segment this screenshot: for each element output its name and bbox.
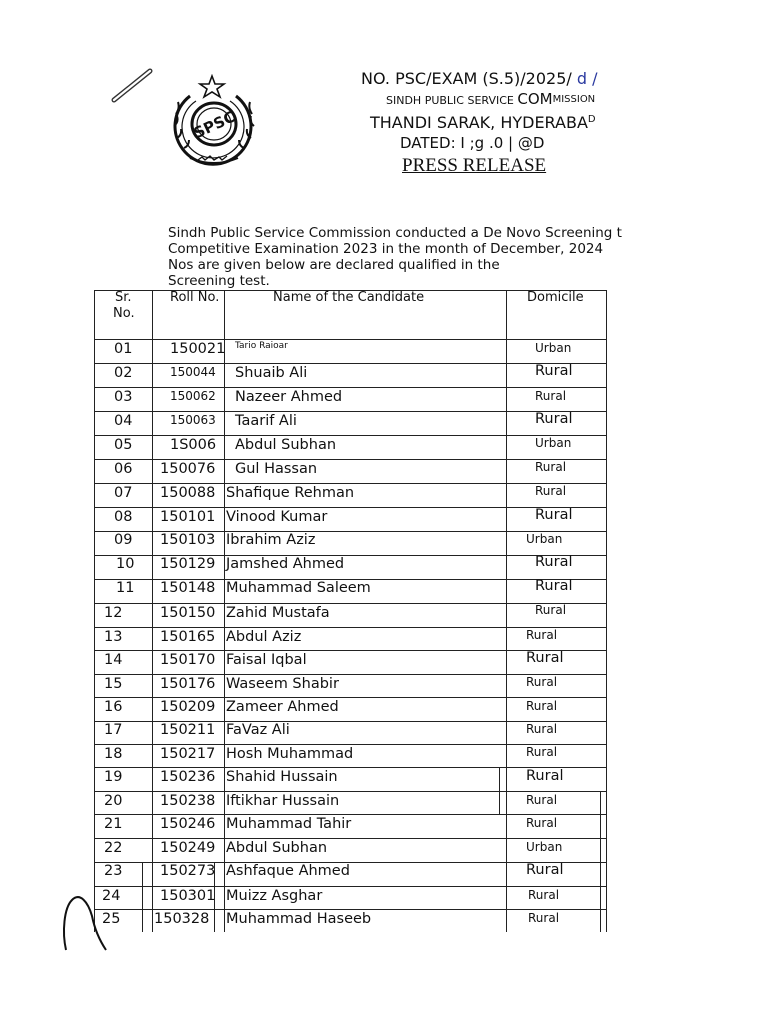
row-domicile: Rural [535, 411, 573, 427]
row-domicile: Urban [526, 532, 563, 546]
row-name: Tario Raioar [235, 341, 288, 351]
row-sr: 21 [104, 816, 123, 832]
row-sr: 12 [104, 605, 123, 621]
row-domicile: Rural [526, 816, 558, 830]
row-name: Hosh Muhammad [226, 746, 354, 762]
row-roll: 150328 [154, 911, 210, 927]
row-roll: 150176 [160, 676, 216, 692]
press-release-title: PRESS RELEASE [402, 155, 547, 176]
header-roll-no: Roll No. [170, 290, 220, 305]
row-sr: 10 [116, 556, 135, 572]
row-name: FaVaz Ali [226, 722, 290, 738]
row-roll: 150236 [160, 769, 216, 785]
row-name: Abdul Subhan [235, 437, 337, 453]
row-domicile: Urban [535, 341, 572, 355]
dated-label: DATED: [400, 134, 456, 152]
row-sr: 13 [104, 629, 123, 645]
row-domicile: Rural [535, 484, 567, 498]
row-domicile: Rural [535, 603, 567, 617]
row-domicile: Rural [526, 628, 558, 642]
row-roll: 150249 [160, 840, 216, 856]
row-roll: 150150 [160, 605, 216, 621]
row-name: Waseem Shabir [226, 676, 339, 692]
row-sr: 11 [116, 580, 135, 596]
row-domicile: Rural [526, 650, 564, 666]
row-domicile: Rural [535, 507, 573, 523]
reference-number-text: NO. PSC/EXAM (S.5)/2025/ [361, 69, 572, 88]
reference-handwritten: d / [576, 69, 598, 88]
row-name: Gul Hassan [235, 461, 318, 477]
row-sr: 15 [104, 676, 123, 692]
intro-line-3: Nos are given below are declared qualified in the [168, 257, 500, 273]
row-name: Shafique Rehman [226, 485, 355, 501]
row-sr: 03 [114, 389, 133, 405]
row-roll: 150211 [160, 722, 216, 738]
row-name: Taarif Ali [235, 413, 297, 429]
row-domicile: Rural [535, 460, 567, 474]
row-name: Abdul Subhan [226, 840, 328, 856]
row-domicile: Rural [528, 911, 560, 925]
row-name: Muizz Asghar [226, 888, 323, 904]
intro-line-4: Screening test. [168, 273, 270, 289]
row-roll: 150063 [170, 413, 216, 427]
row-domicile: Rural [535, 389, 567, 403]
row-domicile: Rural [526, 745, 558, 759]
row-roll: 150103 [160, 532, 216, 548]
svg-text:SPSC: SPSC [190, 107, 238, 143]
dated-line [400, 134, 544, 152]
commission-address [370, 113, 596, 132]
row-name: Iftikhar Hussain [226, 793, 340, 809]
row-roll: 150148 [160, 580, 216, 596]
commission-name-b: MISSION [552, 94, 596, 105]
results-table [94, 290, 607, 932]
row-sr: 22 [104, 840, 123, 856]
row-sr: 01 [114, 341, 133, 357]
row-domicile: Rural [526, 699, 558, 713]
row-domicile: Rural [526, 675, 558, 689]
signature-mark [58, 892, 114, 956]
row-sr: 16 [104, 699, 123, 715]
row-name: Muhammad Tahir [226, 816, 352, 832]
row-domicile: Rural [526, 722, 558, 736]
row-domicile: Rural [535, 578, 573, 594]
intro-line-2: Competitive Examination 2023 in the month of December, 2024 [168, 241, 604, 257]
row-roll: 150021 [170, 341, 226, 357]
row-domicile: Rural [535, 363, 573, 379]
commission-name-a: SINDH PUBLIC SERVICE [386, 94, 518, 107]
row-sr: 17 [104, 722, 123, 738]
row-name: Nazeer Ahmed [235, 389, 343, 405]
row-roll: 150273 [160, 863, 216, 879]
row-sr: 20 [104, 793, 123, 809]
commission-address-text: THANDI SARAK, HYDERABA [370, 113, 588, 132]
row-domicile: Rural [526, 862, 564, 878]
row-domicile: Rural [526, 768, 564, 784]
row-sr: 25 [102, 911, 121, 927]
row-sr: 24 [102, 888, 121, 904]
row-roll: 150217 [160, 746, 216, 762]
row-domicile: Urban [535, 436, 572, 450]
header-sr: Sr. [115, 290, 132, 305]
row-domicile: Rural [528, 888, 560, 902]
row-sr: 23 [104, 863, 123, 879]
row-sr: 14 [104, 652, 123, 668]
row-sr: 02 [114, 365, 133, 381]
row-roll: 150165 [160, 629, 216, 645]
row-roll: 150209 [160, 699, 216, 715]
row-name: Abdul Aziz [226, 629, 302, 645]
row-sr: 09 [114, 532, 133, 548]
row-domicile: Rural [535, 554, 573, 570]
row-name: Jamshed Ahmed [226, 556, 345, 572]
row-sr: 08 [114, 509, 133, 525]
intro-line-1: Sindh Public Service Commission conducted a De Novo Screening t [168, 225, 622, 241]
reference-number [361, 69, 598, 88]
header-sr-no: No. [113, 306, 135, 321]
row-roll: 150301 [160, 888, 216, 904]
row-sr: 04 [114, 413, 133, 429]
row-sr: 06 [114, 461, 133, 477]
row-roll: 150076 [160, 461, 216, 477]
header-domicile: Domicile [527, 290, 584, 305]
row-domicile: Urban [526, 840, 563, 854]
row-sr: 07 [114, 485, 133, 501]
commission-address-sup: D [587, 114, 596, 125]
row-name: Zameer Ahmed [226, 699, 339, 715]
commission-name [386, 90, 595, 108]
row-roll: 150088 [160, 485, 216, 501]
row-name: Faisal Iqbal [226, 652, 307, 668]
row-sr: 19 [104, 769, 123, 785]
commission-name-big: COM [517, 90, 553, 108]
row-name: Ibrahim Aziz [226, 532, 316, 548]
row-name: Zahid Mustafa [226, 605, 330, 621]
dated-value: I ;g .0 | @D [460, 134, 545, 152]
row-domicile: Rural [526, 793, 558, 807]
row-roll: 150062 [170, 389, 216, 403]
row-roll: 1S006 [170, 437, 217, 453]
row-roll: 150129 [160, 556, 216, 572]
row-roll: 150246 [160, 816, 216, 832]
row-sr: 05 [114, 437, 133, 453]
row-name: Shahid Hussain [226, 769, 338, 785]
row-roll: 150044 [170, 365, 216, 379]
row-roll: 150170 [160, 652, 216, 668]
row-name: Shuaib Ali [235, 365, 308, 381]
row-roll: 150238 [160, 793, 216, 809]
row-name: Muhammad Haseeb [226, 911, 372, 927]
row-name: Vinood Kumar [226, 509, 328, 525]
row-name: Ashfaque Ahmed [226, 863, 350, 879]
row-name: Muhammad Saleem [226, 580, 371, 596]
header-candidate-name: Name of the Candidate [273, 290, 425, 305]
pen-mark-icon [108, 66, 156, 110]
spsc-seal-logo [168, 74, 260, 172]
row-roll: 150101 [160, 509, 216, 525]
row-sr: 18 [104, 746, 123, 762]
